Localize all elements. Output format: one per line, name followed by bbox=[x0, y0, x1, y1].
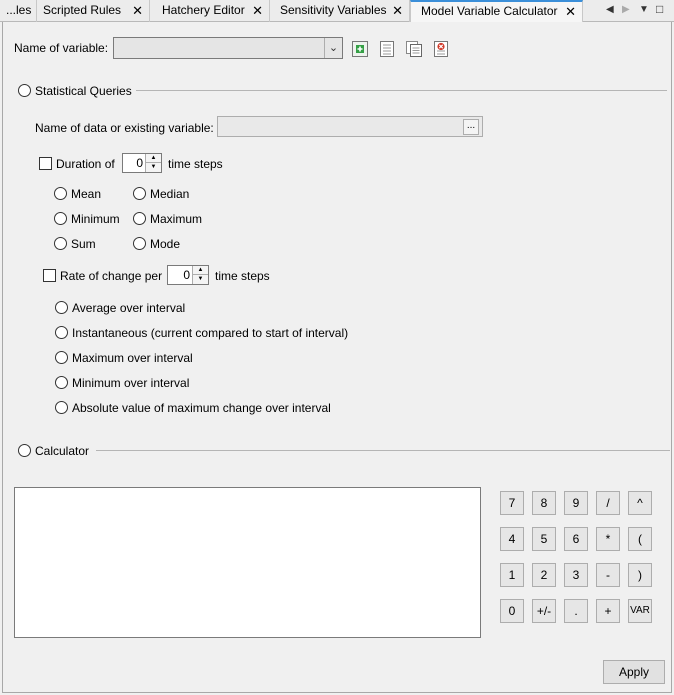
duration-label: Duration of bbox=[56, 157, 115, 171]
tab-truncated[interactable] bbox=[0, 0, 37, 22]
chevron-down-icon[interactable]: ⌄ bbox=[324, 38, 342, 58]
duration-checkbox[interactable] bbox=[39, 157, 52, 170]
scroll-left-icon[interactable]: ◀ bbox=[606, 4, 614, 15]
stat-mode-radio[interactable] bbox=[133, 237, 146, 250]
tab-label: Hatchery Editor bbox=[162, 3, 245, 17]
rate-checkbox[interactable] bbox=[43, 269, 56, 282]
stat-sum-radio[interactable] bbox=[54, 237, 67, 250]
key-7-button[interactable]: 7 bbox=[500, 491, 524, 515]
duration-suffix: time steps bbox=[168, 157, 223, 171]
rate-maximum-label: Maximum over interval bbox=[72, 351, 193, 365]
close-icon[interactable]: ✕ bbox=[252, 3, 263, 18]
tab-sensitivity-variables[interactable] bbox=[270, 0, 410, 22]
key-var-button[interactable]: VAR bbox=[628, 599, 652, 623]
stat-median-radio[interactable] bbox=[133, 187, 146, 200]
close-icon[interactable]: ✕ bbox=[392, 3, 403, 18]
spin-up-icon[interactable]: ▲ bbox=[146, 154, 161, 163]
rate-spinner[interactable] bbox=[167, 265, 209, 285]
stat-minimum-label: Minimum bbox=[71, 212, 120, 226]
data-name-label: Name of data or existing variable: bbox=[35, 121, 214, 135]
apply-button[interactable]: Apply bbox=[603, 660, 665, 684]
key-negate-button[interactable]: +/- bbox=[532, 599, 556, 623]
rate-absolute-radio[interactable] bbox=[55, 401, 68, 414]
spin-down-icon[interactable]: ▼ bbox=[146, 163, 161, 172]
rate-instantaneous-label: Instantaneous (current compared to start of interval) bbox=[72, 326, 349, 340]
section-divider bbox=[96, 450, 670, 451]
document-icon[interactable] bbox=[378, 40, 396, 58]
tab-model-variable-calculator[interactable] bbox=[410, 0, 583, 23]
browse-button[interactable]: ... bbox=[463, 119, 479, 135]
key-close-paren-button[interactable]: ) bbox=[628, 563, 652, 587]
stat-mean-label: Mean bbox=[71, 187, 102, 201]
stat-mode-label: Mode bbox=[150, 237, 181, 251]
tab-label: ...les bbox=[6, 3, 32, 17]
close-icon[interactable]: ✕ bbox=[565, 4, 576, 19]
rate-minimum-label: Minimum over interval bbox=[72, 376, 190, 390]
delete-icon[interactable] bbox=[432, 40, 450, 58]
copy-icon[interactable] bbox=[405, 40, 423, 58]
tab-list-menu-icon[interactable]: ▼ bbox=[639, 4, 649, 15]
tab-label: Scripted Rules bbox=[43, 3, 122, 17]
stat-maximum-radio[interactable] bbox=[133, 212, 146, 225]
key-5-button[interactable]: 5 bbox=[532, 527, 556, 551]
rate-absolute-label: Absolute value of maximum change over interval bbox=[72, 401, 331, 415]
key-4-button[interactable]: 4 bbox=[500, 527, 524, 551]
key-0-button[interactable]: 0 bbox=[500, 599, 524, 623]
key-power-button[interactable]: ^ bbox=[628, 491, 652, 515]
duration-spinner[interactable] bbox=[122, 153, 162, 173]
stat-maximum-label: Maximum bbox=[150, 212, 203, 226]
tab-label: Model Variable Calculator bbox=[421, 4, 558, 18]
stat-minimum-radio[interactable] bbox=[54, 212, 67, 225]
expression-textarea[interactable] bbox=[14, 487, 481, 638]
stat-sum-label: Sum bbox=[71, 237, 96, 251]
key-2-button[interactable]: 2 bbox=[532, 563, 556, 587]
key-open-paren-button[interactable]: ( bbox=[628, 527, 652, 551]
key-decimal-button[interactable]: . bbox=[564, 599, 588, 623]
variable-name-combo[interactable] bbox=[113, 37, 343, 59]
rate-suffix: time steps bbox=[215, 269, 270, 283]
tab-hatchery-editor[interactable] bbox=[150, 0, 270, 22]
rate-maximum-radio[interactable] bbox=[55, 351, 68, 364]
add-variable-icon[interactable] bbox=[351, 40, 369, 58]
rate-instantaneous-radio[interactable] bbox=[55, 326, 68, 339]
key-minus-button[interactable]: - bbox=[596, 563, 620, 587]
rate-label: Rate of change per bbox=[60, 269, 163, 283]
maximize-icon[interactable]: □ bbox=[656, 2, 664, 16]
editor-tab-bar bbox=[0, 0, 674, 22]
rate-average-label: Average over interval bbox=[72, 301, 186, 315]
variable-name-label: Name of variable: bbox=[14, 41, 109, 55]
scroll-right-icon[interactable]: ▶ bbox=[622, 4, 630, 15]
key-8-button[interactable]: 8 bbox=[532, 491, 556, 515]
key-divide-button[interactable]: / bbox=[596, 491, 620, 515]
calculator-radio[interactable] bbox=[18, 444, 31, 457]
key-9-button[interactable]: 9 bbox=[564, 491, 588, 515]
spin-up-icon[interactable]: ▲ bbox=[193, 266, 208, 275]
spin-down-icon[interactable]: ▼ bbox=[193, 275, 208, 284]
rate-minimum-radio[interactable] bbox=[55, 376, 68, 389]
key-6-button[interactable]: 6 bbox=[564, 527, 588, 551]
key-1-button[interactable]: 1 bbox=[500, 563, 524, 587]
tab-scripted-rules[interactable] bbox=[37, 0, 150, 22]
section-divider bbox=[136, 90, 667, 91]
duration-value: 0 bbox=[136, 156, 143, 170]
key-3-button[interactable]: 3 bbox=[564, 563, 588, 587]
statistical-queries-radio[interactable] bbox=[18, 84, 31, 97]
calculator-label: Calculator bbox=[35, 444, 90, 458]
data-name-field[interactable] bbox=[217, 116, 483, 137]
tab-label: Sensitivity Variables bbox=[280, 3, 387, 17]
stat-mean-radio[interactable] bbox=[54, 187, 67, 200]
key-multiply-button[interactable]: * bbox=[596, 527, 620, 551]
stat-median-label: Median bbox=[150, 187, 190, 201]
rate-average-radio[interactable] bbox=[55, 301, 68, 314]
rate-value: 0 bbox=[183, 268, 190, 282]
statistical-queries-label: Statistical Queries bbox=[35, 84, 132, 98]
key-plus-button[interactable]: + bbox=[596, 599, 620, 623]
close-icon[interactable]: ✕ bbox=[132, 3, 143, 18]
